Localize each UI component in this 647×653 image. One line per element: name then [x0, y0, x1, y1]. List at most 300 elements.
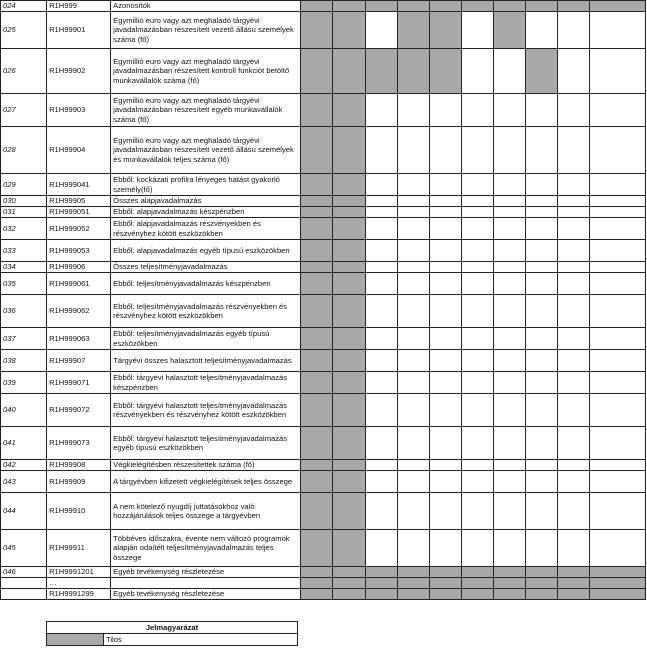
- data-cell[interactable]: [365, 394, 397, 427]
- data-cell[interactable]: [525, 372, 557, 394]
- data-cell[interactable]: [557, 530, 589, 567]
- row-label: Tárgyévi összes halasztott teljesítményjavadalmazás: [111, 350, 301, 372]
- data-cell[interactable]: [525, 530, 557, 567]
- row-number: [1, 578, 47, 589]
- forbidden-cell: [333, 493, 365, 530]
- data-cell[interactable]: [493, 196, 525, 207]
- data-cell[interactable]: [365, 493, 397, 530]
- table-row: [1, 567, 646, 578]
- data-cell[interactable]: [557, 372, 589, 394]
- forbidden-cell: [493, 12, 525, 49]
- data-cell[interactable]: [429, 493, 461, 530]
- forbidden-cell: [301, 394, 333, 427]
- forbidden-cell: [333, 471, 365, 493]
- table-row: [1, 295, 646, 328]
- data-cell[interactable]: [557, 49, 589, 94]
- data-cell[interactable]: [525, 471, 557, 493]
- row-number: 030: [1, 196, 47, 207]
- data-cell[interactable]: [589, 328, 645, 350]
- data-cell[interactable]: [397, 427, 429, 460]
- data-cell[interactable]: [557, 218, 589, 240]
- table-row: [1, 460, 646, 471]
- data-cell[interactable]: [397, 273, 429, 295]
- data-cell[interactable]: [589, 127, 645, 174]
- data-cell[interactable]: [461, 530, 493, 567]
- forbidden-cell: [461, 1, 493, 12]
- data-cell[interactable]: [397, 127, 429, 174]
- data-cell[interactable]: [589, 207, 645, 218]
- forbidden-cell: [301, 262, 333, 273]
- data-cell[interactable]: [429, 350, 461, 372]
- forbidden-cell: [301, 372, 333, 394]
- row-number: 033: [1, 240, 47, 262]
- data-cell[interactable]: [493, 328, 525, 350]
- data-cell[interactable]: [493, 460, 525, 471]
- data-cell[interactable]: [461, 328, 493, 350]
- data-cell[interactable]: [525, 460, 557, 471]
- row-label: Ebből: tárgyévi halasztott teljesítményjavadalmazás készpénzben: [111, 372, 301, 394]
- data-cell[interactable]: [365, 372, 397, 394]
- forbidden-cell: [493, 1, 525, 12]
- forbidden-cell: [429, 12, 461, 49]
- forbidden-cell: [397, 578, 429, 589]
- data-cell[interactable]: [461, 94, 493, 127]
- forbidden-cell: [365, 1, 397, 12]
- data-cell[interactable]: [429, 372, 461, 394]
- forbidden-cell: [301, 328, 333, 350]
- data-cell[interactable]: [461, 174, 493, 196]
- forbidden-cell: [397, 49, 429, 94]
- data-cell[interactable]: [525, 273, 557, 295]
- data-cell[interactable]: [397, 174, 429, 196]
- row-code: R1H99904: [47, 127, 111, 174]
- data-cell[interactable]: [557, 196, 589, 207]
- data-cell[interactable]: [429, 262, 461, 273]
- forbidden-cell: [493, 578, 525, 589]
- data-cell[interactable]: [557, 471, 589, 493]
- data-cell[interactable]: [397, 394, 429, 427]
- forbidden-cell: [333, 94, 365, 127]
- row-label: Ebből: teljesítményjavadalmazás egyéb típusú eszközökben: [111, 328, 301, 350]
- data-cell[interactable]: [525, 94, 557, 127]
- row-code: R1H999052: [47, 218, 111, 240]
- row-code: R1H9991201: [47, 567, 111, 578]
- data-cell[interactable]: [589, 174, 645, 196]
- table-row: [1, 127, 646, 174]
- row-code: R1H999051: [47, 207, 111, 218]
- data-cell[interactable]: [493, 218, 525, 240]
- data-cell[interactable]: [365, 240, 397, 262]
- forbidden-cell: [333, 530, 365, 567]
- data-cell[interactable]: [493, 273, 525, 295]
- forbidden-cell: [333, 127, 365, 174]
- data-cell[interactable]: [493, 94, 525, 127]
- data-cell[interactable]: [493, 174, 525, 196]
- data-cell[interactable]: [557, 127, 589, 174]
- forbidden-cell: [365, 567, 397, 578]
- row-label: Végkielégítésben részesítettek száma (fő): [111, 460, 301, 471]
- row-label: A tárgyévben kifizetett végkielégítések teljes összege: [111, 471, 301, 493]
- forbidden-cell: [301, 530, 333, 567]
- data-cell[interactable]: [429, 394, 461, 427]
- data-cell[interactable]: [589, 273, 645, 295]
- data-cell[interactable]: [461, 372, 493, 394]
- data-cell[interactable]: [461, 493, 493, 530]
- data-cell[interactable]: [429, 240, 461, 262]
- forbidden-cell: [301, 240, 333, 262]
- row-code: R1H9991299: [47, 589, 111, 600]
- data-cell[interactable]: [365, 328, 397, 350]
- data-cell[interactable]: [461, 394, 493, 427]
- data-cell[interactable]: [525, 262, 557, 273]
- data-cell[interactable]: [557, 262, 589, 273]
- data-cell[interactable]: [589, 460, 645, 471]
- forbidden-cell: [333, 578, 365, 589]
- forbidden-cell: [301, 12, 333, 49]
- data-cell[interactable]: [461, 460, 493, 471]
- data-cell[interactable]: [589, 394, 645, 427]
- data-cell[interactable]: [525, 207, 557, 218]
- data-cell[interactable]: [365, 12, 397, 49]
- data-cell[interactable]: [461, 471, 493, 493]
- data-cell[interactable]: [525, 328, 557, 350]
- data-cell[interactable]: [589, 471, 645, 493]
- row-code: R1H999073: [47, 427, 111, 460]
- data-cell[interactable]: [557, 240, 589, 262]
- forbidden-cell: [429, 589, 461, 600]
- row-label: Ebből: kockázati profilra lényeges hatást gyakorló személy(fő): [111, 174, 301, 196]
- row-number: 038: [1, 350, 47, 372]
- data-cell[interactable]: [525, 12, 557, 49]
- forbidden-cell: [301, 427, 333, 460]
- forbidden-cell: [557, 567, 589, 578]
- forbidden-cell: [301, 174, 333, 196]
- data-cell[interactable]: [557, 174, 589, 196]
- data-cell[interactable]: [461, 240, 493, 262]
- row-code: R1H999041: [47, 174, 111, 196]
- forbidden-cell: [461, 567, 493, 578]
- row-label: Összes alapjavadalmazás: [111, 196, 301, 207]
- data-cell[interactable]: [557, 273, 589, 295]
- row-code: R1H99905: [47, 196, 111, 207]
- table-row: [1, 12, 646, 49]
- data-cell[interactable]: [589, 372, 645, 394]
- data-cell[interactable]: [429, 328, 461, 350]
- data-cell[interactable]: [365, 196, 397, 207]
- row-label: Egymillió euro vagy azt meghaladó tárgyévi javadalmazásban részesített kontroll funkciót betöltő munkavállalók száma (fő): [111, 49, 301, 94]
- data-cell[interactable]: [557, 328, 589, 350]
- data-cell[interactable]: [429, 94, 461, 127]
- forbidden-cell: [525, 578, 557, 589]
- forbidden-cell: [493, 567, 525, 578]
- row-code: R1H999063: [47, 328, 111, 350]
- forbidden-cell: [333, 372, 365, 394]
- row-number: 028: [1, 127, 47, 174]
- data-cell[interactable]: [365, 295, 397, 328]
- forbidden-cell: [333, 460, 365, 471]
- legend-title: Jelmagyarázat: [47, 622, 298, 634]
- data-cell[interactable]: [525, 394, 557, 427]
- data-cell[interactable]: [429, 273, 461, 295]
- data-cell[interactable]: [493, 372, 525, 394]
- row-code: R1H999061: [47, 273, 111, 295]
- forbidden-cell: [557, 578, 589, 589]
- data-cell[interactable]: [493, 394, 525, 427]
- table-row: [1, 207, 646, 218]
- data-cell[interactable]: [589, 493, 645, 530]
- row-label: Azonosítók: [111, 1, 301, 12]
- forbidden-cell: [333, 207, 365, 218]
- forbidden-cell: [365, 578, 397, 589]
- data-cell[interactable]: [397, 372, 429, 394]
- data-cell[interactable]: [461, 350, 493, 372]
- table-row: [1, 394, 646, 427]
- data-cell[interactable]: [461, 127, 493, 174]
- forbidden-cell: [333, 262, 365, 273]
- data-cell[interactable]: [589, 427, 645, 460]
- data-cell[interactable]: [493, 350, 525, 372]
- row-number: 043: [1, 471, 47, 493]
- forbidden-cell: [525, 567, 557, 578]
- data-cell[interactable]: [589, 49, 645, 94]
- forbidden-cell: [333, 12, 365, 49]
- forbidden-cell: [301, 273, 333, 295]
- row-number: 031: [1, 207, 47, 218]
- table-row: [1, 471, 646, 493]
- data-cell[interactable]: [461, 12, 493, 49]
- data-cell[interactable]: [397, 460, 429, 471]
- data-cell[interactable]: [397, 262, 429, 273]
- data-cell[interactable]: [397, 207, 429, 218]
- forbidden-cell: [301, 127, 333, 174]
- table-row: [1, 589, 646, 600]
- data-cell[interactable]: [493, 427, 525, 460]
- data-cell[interactable]: [589, 218, 645, 240]
- data-cell[interactable]: [589, 196, 645, 207]
- data-cell[interactable]: [493, 295, 525, 328]
- data-cell[interactable]: [397, 350, 429, 372]
- forbidden-cell: [589, 1, 645, 12]
- forbidden-cell: [333, 567, 365, 578]
- data-cell[interactable]: [429, 530, 461, 567]
- data-cell[interactable]: [397, 94, 429, 127]
- data-cell[interactable]: [525, 493, 557, 530]
- data-cell[interactable]: [557, 493, 589, 530]
- data-cell[interactable]: [557, 12, 589, 49]
- data-cell[interactable]: [365, 127, 397, 174]
- row-label: Ebből: teljesítményjavadalmazás részvényekben és részvényhez kötött eszközökben: [111, 295, 301, 328]
- data-cell[interactable]: [429, 196, 461, 207]
- data-cell[interactable]: [461, 262, 493, 273]
- forbidden-cell: [557, 1, 589, 12]
- data-cell[interactable]: [365, 471, 397, 493]
- data-cell[interactable]: [365, 273, 397, 295]
- forbidden-cell: [333, 174, 365, 196]
- data-cell[interactable]: [397, 240, 429, 262]
- table-row: [1, 530, 646, 567]
- row-number: 042: [1, 460, 47, 471]
- data-cell[interactable]: [557, 460, 589, 471]
- row-number: 040: [1, 394, 47, 427]
- data-cell[interactable]: [397, 493, 429, 530]
- data-cell[interactable]: [429, 218, 461, 240]
- row-label: Ebből: tárgyévi halasztott teljesítményjavadalmazás egyéb típusú eszközökben: [111, 427, 301, 460]
- data-cell[interactable]: [365, 262, 397, 273]
- data-cell[interactable]: [461, 207, 493, 218]
- data-cell[interactable]: [365, 174, 397, 196]
- table-row: [1, 240, 646, 262]
- data-cell[interactable]: [589, 94, 645, 127]
- forbidden-cell: [589, 567, 645, 578]
- data-cell[interactable]: [557, 394, 589, 427]
- row-label: Ebből: alapjavadalmazás készpénzben: [111, 207, 301, 218]
- data-cell[interactable]: [365, 530, 397, 567]
- forbidden-cell: [333, 427, 365, 460]
- forbidden-cell: [301, 578, 333, 589]
- data-cell[interactable]: [525, 127, 557, 174]
- data-cell[interactable]: [365, 427, 397, 460]
- table-row: [1, 427, 646, 460]
- data-cell[interactable]: [525, 196, 557, 207]
- data-cell[interactable]: [493, 493, 525, 530]
- data-cell[interactable]: [461, 273, 493, 295]
- data-cell[interactable]: [557, 350, 589, 372]
- table-row: [1, 350, 646, 372]
- data-cell[interactable]: [397, 196, 429, 207]
- forbidden-cell: [333, 394, 365, 427]
- row-label: Ebből: tárgyévi halasztott teljesítményjavadalmazás részvényekben és részvényhez kötött eszközökben: [111, 394, 301, 427]
- data-cell[interactable]: [589, 12, 645, 49]
- row-code: R1H99911: [47, 530, 111, 567]
- row-number: 034: [1, 262, 47, 273]
- row-code: R1H999: [47, 1, 111, 12]
- row-code: R1H99909: [47, 471, 111, 493]
- data-cell[interactable]: [525, 218, 557, 240]
- data-cell[interactable]: [589, 350, 645, 372]
- data-cell[interactable]: [429, 427, 461, 460]
- data-cell[interactable]: [589, 262, 645, 273]
- data-cell[interactable]: [493, 49, 525, 94]
- data-cell[interactable]: [397, 530, 429, 567]
- table-row: [1, 578, 646, 589]
- table-row: [1, 218, 646, 240]
- data-cell[interactable]: [525, 295, 557, 328]
- table-row: [1, 1, 646, 12]
- forbidden-cell: [301, 493, 333, 530]
- data-cell[interactable]: [525, 427, 557, 460]
- data-cell[interactable]: [365, 94, 397, 127]
- data-cell[interactable]: [461, 196, 493, 207]
- forbidden-cell: [429, 49, 461, 94]
- data-cell[interactable]: [365, 460, 397, 471]
- data-cell[interactable]: [429, 471, 461, 493]
- forbidden-cell: [301, 460, 333, 471]
- data-cell[interactable]: [461, 427, 493, 460]
- data-cell[interactable]: [493, 530, 525, 567]
- row-code: R1H999071: [47, 372, 111, 394]
- data-cell[interactable]: [365, 350, 397, 372]
- row-code: R1H99906: [47, 262, 111, 273]
- data-cell[interactable]: [525, 240, 557, 262]
- table-row: [1, 328, 646, 350]
- row-code: …: [47, 578, 111, 589]
- forbidden-cell: [365, 49, 397, 94]
- forbidden-cell: [301, 567, 333, 578]
- forbidden-cell: [397, 567, 429, 578]
- data-cell[interactable]: [557, 207, 589, 218]
- data-cell[interactable]: [525, 174, 557, 196]
- table-row: [1, 262, 646, 273]
- row-number: 026: [1, 49, 47, 94]
- data-cell[interactable]: [397, 471, 429, 493]
- table-row: [1, 273, 646, 295]
- data-cell[interactable]: [429, 207, 461, 218]
- table-row: [1, 372, 646, 394]
- row-number: 027: [1, 94, 47, 127]
- data-cell[interactable]: [397, 295, 429, 328]
- data-cell[interactable]: [397, 218, 429, 240]
- data-cell[interactable]: [461, 49, 493, 94]
- data-cell[interactable]: [429, 295, 461, 328]
- data-cell[interactable]: [493, 240, 525, 262]
- data-cell[interactable]: [429, 460, 461, 471]
- row-label: A nem kötelező nyugdíj juttatásokhoz való hozzájárulások teljes összege a tárgyévben: [111, 493, 301, 530]
- forbidden-cell: [301, 589, 333, 600]
- forbidden-cell: [525, 1, 557, 12]
- forbidden-cell: [525, 589, 557, 600]
- data-cell[interactable]: [365, 218, 397, 240]
- data-cell[interactable]: [461, 218, 493, 240]
- row-code: R1H999062: [47, 295, 111, 328]
- row-label: Többéves időszakra, évente nem változó programok alapján odaítélt teljesítményjavadalmazás teljes összege: [111, 530, 301, 567]
- forbidden-cell: [301, 49, 333, 94]
- row-number: [1, 589, 47, 600]
- forbidden-cell: [333, 295, 365, 328]
- data-cell[interactable]: [589, 240, 645, 262]
- forbidden-cell: [557, 589, 589, 600]
- forbidden-cell: [333, 328, 365, 350]
- forbidden-cell: [333, 350, 365, 372]
- data-cell[interactable]: [429, 174, 461, 196]
- row-code: R1H999053: [47, 240, 111, 262]
- data-cell[interactable]: [493, 471, 525, 493]
- data-cell[interactable]: [525, 350, 557, 372]
- data-cell[interactable]: [365, 207, 397, 218]
- data-cell[interactable]: [589, 530, 645, 567]
- row-label: Egymillió euro vagy azt meghaladó tárgyévi javadalmazásban részesített egyéb munkavállalók száma (fő): [111, 94, 301, 127]
- data-cell[interactable]: [429, 127, 461, 174]
- row-label: Egyéb tevékenység részletezése: [111, 589, 301, 600]
- data-cell[interactable]: [557, 295, 589, 328]
- data-cell[interactable]: [557, 94, 589, 127]
- row-number: 029: [1, 174, 47, 196]
- forbidden-cell: [333, 196, 365, 207]
- row-code: R1H999072: [47, 394, 111, 427]
- row-label: Egymillió euro vagy azt meghaladó tárgyévi javadalmazásban részesített vezető állású személyek és munkavállalók teljes száma (fő): [111, 127, 301, 174]
- forbidden-cell: [397, 589, 429, 600]
- data-cell[interactable]: [493, 207, 525, 218]
- table-row: [1, 49, 646, 94]
- data-cell[interactable]: [589, 295, 645, 328]
- data-cell[interactable]: [493, 127, 525, 174]
- data-cell[interactable]: [397, 328, 429, 350]
- data-cell[interactable]: [461, 295, 493, 328]
- forbidden-cell: [397, 12, 429, 49]
- row-code: R1H99901: [47, 12, 111, 49]
- data-cell[interactable]: [493, 262, 525, 273]
- data-cell[interactable]: [557, 427, 589, 460]
- row-number: 032: [1, 218, 47, 240]
